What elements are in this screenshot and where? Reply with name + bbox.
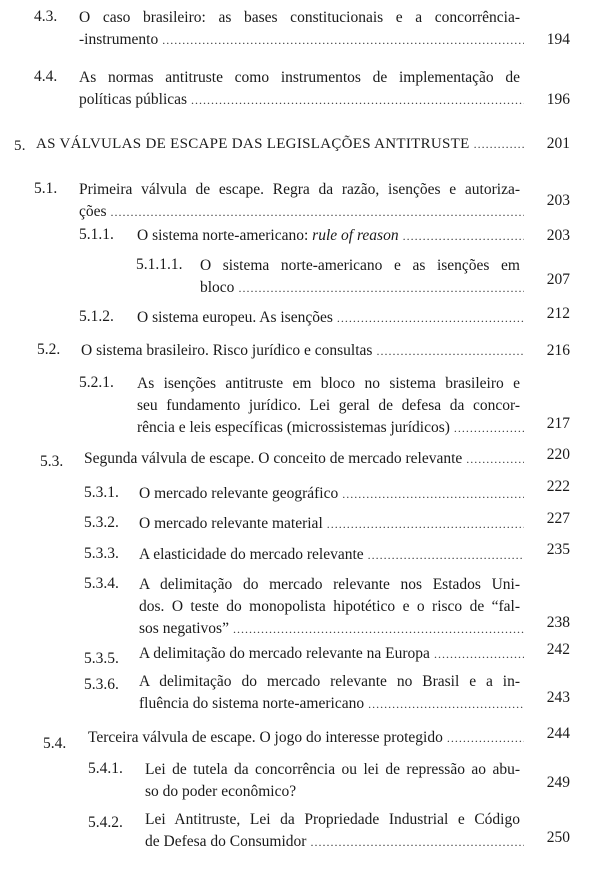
dot-leader — [337, 308, 524, 328]
toc-title-line: políticas públicas — [79, 91, 188, 108]
toc-number: 5.1.1.1. — [136, 256, 183, 273]
toc-page-number: 216 — [546, 342, 570, 359]
toc-title-line: O caso brasileiro: as bases constitucionais e a concorrência- — [79, 9, 520, 26]
toc-number: 5.3.6. — [84, 676, 119, 693]
toc-title-line: O sistema brasileiro. Risco jurídico e consultas — [81, 342, 373, 359]
toc-title-line: bloco — [200, 279, 235, 296]
dot-leader — [111, 202, 524, 222]
toc-title-line: As normas antitruste como instrumentos de implementação de — [79, 69, 520, 86]
dot-leader — [376, 341, 524, 361]
toc-title-line: O sistema norte-americano e as isenções em — [200, 257, 520, 274]
toc-number: 5.3.3. — [84, 545, 119, 562]
toc-title-line: so do poder econômico? — [145, 783, 297, 800]
dot-leader — [466, 449, 524, 469]
toc-page-number: 217 — [546, 415, 570, 432]
toc-page-number: 196 — [546, 91, 570, 108]
toc-page-number: 249 — [546, 774, 570, 791]
dot-leader — [162, 30, 524, 50]
toc-number: 5.3.4. — [84, 575, 119, 592]
toc-title-line: fluência do sistema norte-americano — [139, 695, 365, 712]
toc-title-line: Lei de tutela da concorrência ou lei de repressão ao abu- — [145, 761, 520, 778]
dot-leader — [434, 644, 524, 664]
toc-title-line: ções — [79, 203, 107, 220]
toc-title-line: A delimitação do mercado relevante na Europa — [139, 645, 430, 662]
dot-leader — [191, 90, 524, 110]
toc-title-line: seu fundamento jurídico. Lei geral de defesa da concor- — [137, 397, 520, 414]
toc-number: 5.2.1. — [79, 374, 114, 391]
toc-title-line: A delimitação do mercado relevante no Brasil e a in- — [139, 673, 520, 690]
dot-leader — [238, 278, 524, 298]
toc-page-number: 201 — [546, 135, 570, 152]
toc-title-line: Segunda válvula de escape. O conceito de mercado relevante — [84, 450, 463, 467]
toc-page-number: 243 — [546, 689, 570, 706]
toc-title-line: -instrumento — [79, 31, 159, 48]
toc-page-number: 203 — [546, 192, 570, 209]
toc-number: 5.3.2. — [84, 514, 119, 531]
toc-number: 5.4.1. — [88, 760, 123, 777]
dot-leader — [233, 619, 524, 639]
toc-page-number: 250 — [546, 829, 570, 846]
toc-title-line: Primeira válvula de escape. Regra da razão, isenções e autoriza- — [79, 181, 520, 198]
toc-page-number: 222 — [546, 478, 570, 495]
dot-leader — [368, 545, 524, 565]
toc-page-number: 238 — [546, 614, 570, 631]
toc-number: 4.3. — [34, 8, 58, 25]
toc-number: 5.3.5. — [84, 650, 119, 667]
dot-leader — [368, 694, 524, 714]
toc-title-line: sos negativos” — [139, 620, 229, 637]
toc-page-number: 235 — [546, 541, 570, 558]
toc-title-line: Terceira válvula de escape. O jogo do interesse protegido — [88, 729, 443, 746]
toc-number: 5. — [14, 138, 26, 154]
toc-page-number: 194 — [546, 31, 570, 48]
toc-number: 5.1.2. — [79, 308, 114, 325]
toc-title-italic: rule of reason — [312, 227, 399, 244]
toc-title-line: As isenções antitruste em bloco no sistema brasileiro e — [137, 375, 520, 392]
toc-number: 5.1.1. — [79, 226, 114, 243]
toc-chapter-title: AS VÁLVULAS DE ESCAPE DAS LEGISLAÇÕES ANTITRUSTE — [36, 136, 470, 152]
toc-number: 5.2. — [37, 341, 61, 358]
toc-number: 5.4.2. — [88, 814, 123, 831]
toc-title-line: O sistema europeu. As isenções — [137, 309, 333, 326]
toc-title-line: Lei Antitruste, Lei da Propriedade Industrial e Código — [145, 811, 520, 828]
toc-title-line: O mercado relevante geográfico — [139, 485, 339, 502]
toc-number: 5.4. — [43, 735, 67, 752]
toc-number: 4.4. — [34, 68, 58, 85]
toc-title-text: O sistema norte-americano: — [137, 227, 313, 244]
dot-leader — [447, 728, 524, 748]
toc-page-number: 212 — [546, 305, 570, 322]
dot-leader — [403, 226, 524, 246]
toc-title-line — [137, 226, 399, 246]
toc-title-line: O mercado relevante material — [139, 515, 323, 532]
dot-leader — [342, 484, 524, 504]
dot-leader — [327, 514, 524, 534]
toc-title-line: rência e leis específicas (microssistemas jurídicos) — [137, 419, 450, 436]
dot-leader — [454, 418, 524, 438]
toc-page-number: 207 — [546, 271, 570, 288]
dot-leader — [474, 134, 524, 154]
toc-title-line: A delimitação do mercado relevante nos Estados Uni- — [139, 576, 520, 593]
toc-page-number: 203 — [546, 227, 570, 244]
toc-title-line: A elasticidade do mercado relevante — [139, 546, 364, 563]
toc-title-line: dos. O teste do monopolista hipotético e o risco de “fal- — [139, 598, 520, 615]
dot-leader — [310, 832, 524, 852]
toc-number: 5.3.1. — [84, 484, 119, 501]
toc-page-number: 227 — [546, 510, 570, 527]
toc-title-line: de Defesa do Consumidor — [145, 833, 307, 850]
toc-page-number: 242 — [546, 641, 570, 658]
toc-page-number: 244 — [546, 725, 570, 742]
toc-number: 5.1. — [34, 180, 58, 197]
toc-number: 5.3. — [40, 453, 64, 470]
toc-page-number: 220 — [546, 446, 570, 463]
